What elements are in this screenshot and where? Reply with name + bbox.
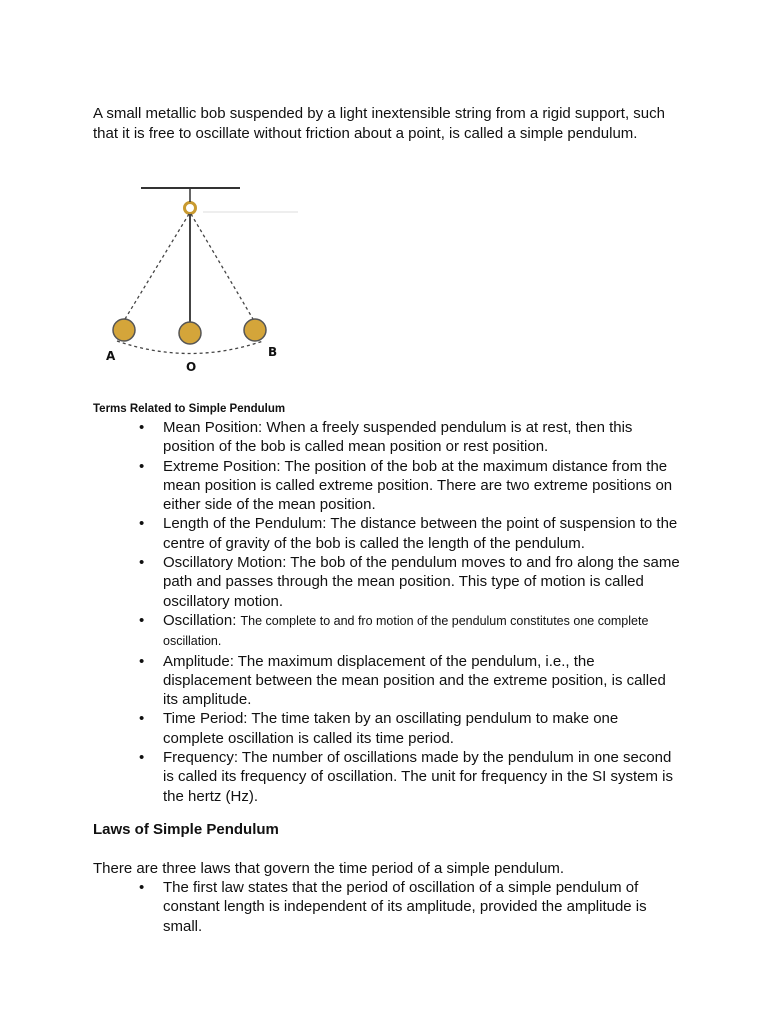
bob-a bbox=[113, 319, 135, 341]
dashed-string-b bbox=[191, 214, 253, 319]
label-b: B bbox=[268, 345, 278, 359]
list-item: • Mean Position: When a freely suspended pendulum is at rest, then this position of the bob is called mean position or rest position. bbox=[93, 418, 683, 457]
list-item: • Time Period: The time taken by an oscillating pendulum to make one complete oscillation is called its time period. bbox=[93, 709, 683, 748]
terms-list bbox=[93, 418, 683, 806]
term-label: Oscillation: bbox=[163, 611, 237, 629]
suspension-hook bbox=[185, 203, 196, 214]
bob-b bbox=[244, 319, 266, 341]
list-item: • Length of the Pendulum: The distance between the point of suspension to the centre of gravity of the bob is called the length of the pendulum. bbox=[93, 514, 683, 553]
dashed-string-a bbox=[125, 214, 189, 319]
label-a: A bbox=[106, 349, 116, 363]
list-item: • Extreme Position: The position of the bob at the maximum distance from the mean position is called extreme position. There are two extreme positions on either side of the mean position. bbox=[93, 457, 683, 515]
laws-intro: There are three laws that govern the time period of a simple pendulum. bbox=[93, 860, 565, 877]
list-item: • Oscillatory Motion: The bob of the pendulum moves to and fro along the same path and passes through the mean position. This type of motion is called oscillatory motion. bbox=[93, 553, 683, 611]
list-item: • The first law states that the period of oscillation of a simple pendulum of constant length is independent of its amplitude, provided the amplitude is small. bbox=[93, 878, 683, 936]
list-item: • Amplitude: The maximum displacement of the pendulum, i.e., the displacement between the mean position and the extreme position, is called its amplitude. bbox=[93, 652, 683, 710]
intro-paragraph: A small metallic bob suspended by a light inextensible string from a rigid support, such that it is free to oscillate without friction about a point, is called a simple pendulum. bbox=[93, 105, 665, 142]
term-detail: The complete to and fro motion of the pendulum constitutes one complete oscillation. bbox=[163, 613, 649, 649]
list-item: • Frequency: The number of oscillations made by the pendulum in one second is called its frequency of oscillation. The unit for frequency in the SI system is the hertz (Hz). bbox=[93, 748, 683, 806]
terms-heading: Terms Related to Simple Pendulum bbox=[93, 403, 286, 415]
bob-o bbox=[179, 322, 201, 344]
laws-heading: Laws of Simple Pendulum bbox=[93, 821, 279, 838]
laws-list bbox=[93, 878, 683, 936]
list-item bbox=[93, 611, 683, 652]
label-o: O bbox=[186, 360, 197, 374]
pendulum-diagram bbox=[93, 176, 323, 381]
